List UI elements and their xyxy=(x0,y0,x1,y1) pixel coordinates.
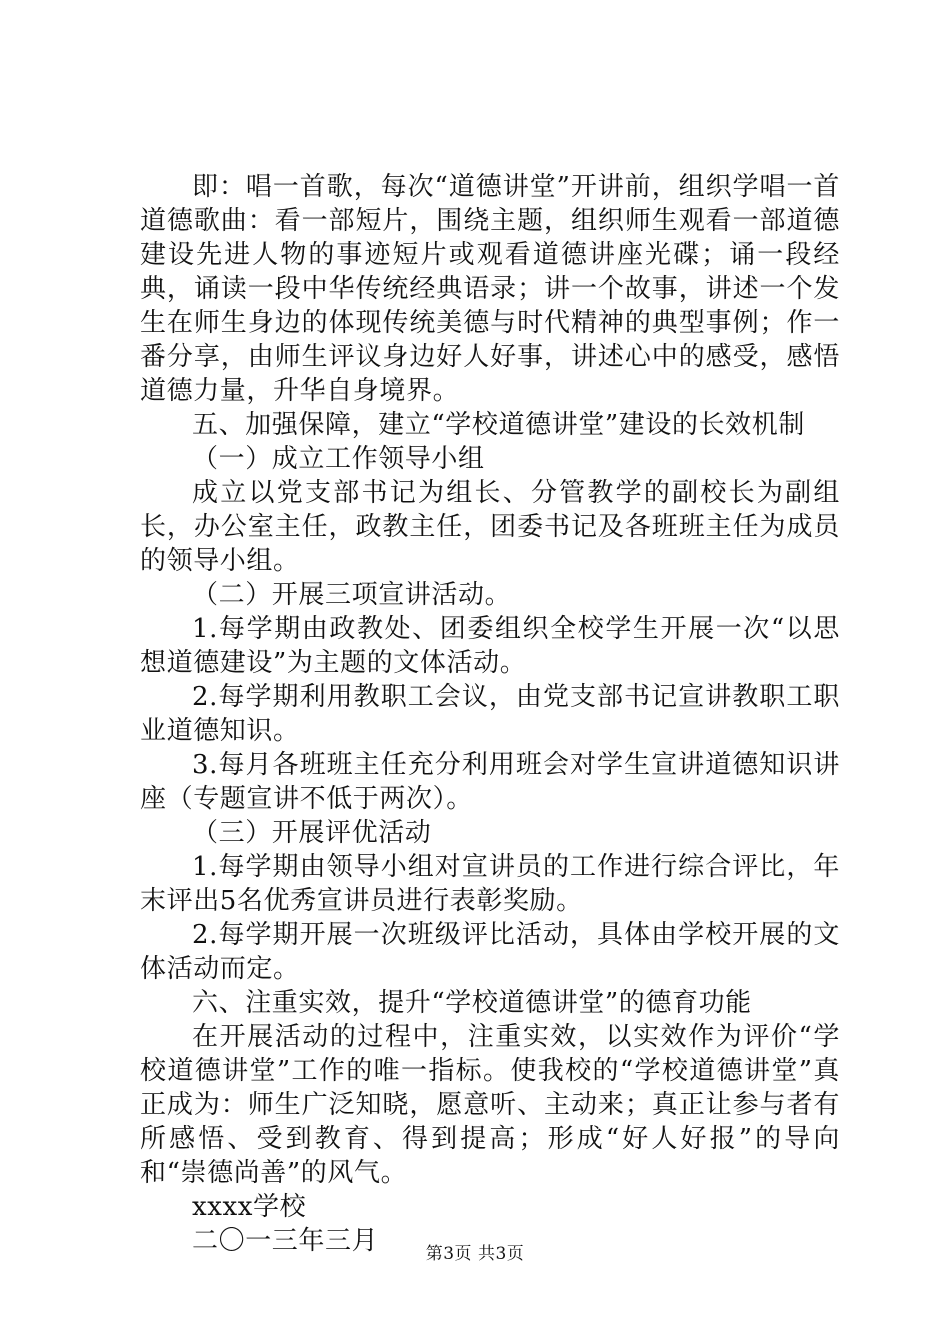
list-item-activity-2: 2.每学期利用教职工会议，由党支部书记宣讲教职工职业道德知识。 xyxy=(140,682,840,746)
section-heading-six: 六、注重实效，提升“学校道德讲堂”的德育功能 xyxy=(192,988,752,1018)
subheading-leadership-group: （一）成立工作领导小组 xyxy=(192,444,485,474)
paragraph-leadership-group: 成立以党支部书记为组长、分管教学的副校长为副组长，办公室主任，政教主任，团委书记及各班班主任为成员的领导小组。 xyxy=(140,478,840,576)
signature-date: 二〇一三年三月 xyxy=(192,1226,379,1256)
page-number-footer: 第3页 共3页 xyxy=(425,1244,525,1264)
paragraph-effectiveness: 在开展活动的过程中，注重实效，以实效作为评价“学校道德讲堂”工作的唯一指标。使我校的“学校道德讲堂”真正成为：师生广泛知晓，愿意听、主动来；真正让参与者有所感悟、受到教育、得到提高；形成“好人好报”的导向和“崇德尚善”的风气。 xyxy=(140,1022,840,1188)
document-body xyxy=(140,170,840,1258)
section-heading-five: 五、加强保障，建立“学校道德讲堂”建设的长效机制 xyxy=(192,410,805,440)
list-item-evaluation-2: 2.每学期开展一次班级评比活动，具体由学校开展的文体活动而定。 xyxy=(140,920,840,984)
subheading-three-activities: （二）开展三项宣讲活动。 xyxy=(192,580,512,610)
paragraph-activities-intro: 即：唱一首歌，每次“道德讲堂”开讲前，组织学唱一首道德歌曲：看一部短片，围绕主题，组织师生观看一部道德建设先进人物的事迹短片或观看道德讲座光碟；诵一段经典，诵读一段中华传统经典语录；讲一个故事，讲述一个发生在师生身边的体现传统美德与时代精神的典型事例；作一番分享，由师生评议身边好人好事，讲述心中的感受，感悟道德力量，升华自身境界。 xyxy=(140,172,840,406)
list-item-evaluation-1: 1.每学期由领导小组对宣讲员的工作进行综合评比，年末评出5名优秀宣讲员进行表彰奖励。 xyxy=(140,852,840,916)
list-item-activity-3: 3.每月各班班主任充分利用班会对学生宣讲道德知识讲座（专题宣讲不低于两次）。 xyxy=(140,750,840,814)
signature-school: xxxx学校 xyxy=(192,1192,307,1222)
subheading-evaluation: （三）开展评优活动 xyxy=(192,818,432,848)
list-item-activity-1: 1.每学期由政教处、团委组织全校学生开展一次“以思想道德建设”为主题的文体活动。 xyxy=(140,614,840,678)
